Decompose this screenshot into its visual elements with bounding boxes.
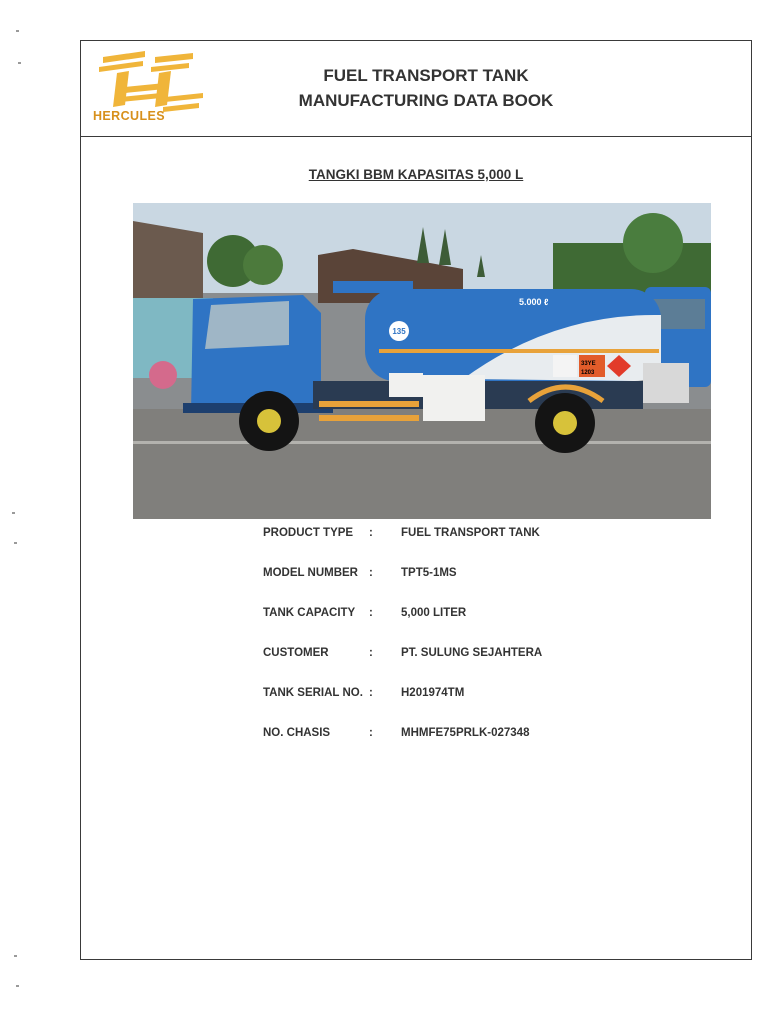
spec-separator: :: [369, 647, 373, 659]
spec-row-chassis: [263, 727, 683, 767]
scan-speck: [14, 955, 17, 957]
flower-bush: [149, 361, 177, 389]
scan-speck: [12, 512, 15, 514]
rear-equipment: [643, 363, 689, 403]
spec-label: TANK CAPACITY: [263, 607, 356, 619]
ground: [133, 409, 711, 519]
title-line-1: FUEL TRANSPORT TANK: [323, 66, 529, 85]
front-wheel-hub: [257, 409, 281, 433]
spec-row-tank-serial: [263, 687, 683, 727]
document-subtitle: TANGKI BBM KAPASITAS 5,000 L: [308, 167, 524, 182]
tree: [623, 213, 683, 273]
side-guard-stripe: [319, 415, 419, 421]
title-line-2: MANUFACTURING DATA BOOK: [298, 91, 554, 110]
side-guard-stripe: [319, 401, 419, 407]
document-header: [81, 41, 751, 137]
document-title: [241, 63, 611, 113]
fuel-truck-illustration: [133, 203, 711, 519]
spec-label: MODEL NUMBER: [263, 567, 358, 579]
tree: [243, 245, 283, 285]
spec-value: FUEL TRANSPORT TANK: [401, 527, 540, 539]
scan-speck: [16, 985, 19, 987]
document-frame: [80, 40, 752, 960]
road-line: [133, 441, 711, 444]
scan-speck: [14, 542, 17, 544]
spec-separator: :: [369, 527, 373, 539]
spec-label: NO. CHASIS: [263, 727, 331, 739]
toolbox: [423, 375, 485, 421]
tank-capacity-marking: 5.000 ℓ: [519, 297, 549, 307]
spec-row-tank-capacity: [263, 607, 683, 647]
un-number-marking: 1203: [581, 370, 595, 376]
logo-text: HERCULES: [93, 109, 165, 123]
spec-label: TANK SERIAL NO.: [263, 687, 363, 699]
spec-table: [263, 527, 683, 767]
spec-row-product-type: [263, 527, 683, 567]
spec-label: CUSTOMER: [263, 647, 329, 659]
spec-separator: :: [369, 727, 373, 739]
spec-value: TPT5-1MS: [401, 567, 457, 579]
rear-wheel-hub: [553, 411, 577, 435]
truck-photo: [133, 203, 711, 519]
spec-separator: :: [369, 687, 373, 699]
tank-railing: [333, 281, 413, 293]
spec-row-customer: [263, 647, 683, 687]
spec-label: PRODUCT TYPE: [263, 527, 354, 539]
scan-speck: [16, 30, 19, 32]
spec-row-model-number: [263, 567, 683, 607]
spec-separator: :: [369, 607, 373, 619]
side-box: [389, 373, 423, 397]
spec-value: H201974TM: [401, 687, 465, 699]
spec-value: 5,000 LITER: [401, 607, 467, 619]
truck-number-marking: 135: [392, 327, 406, 336]
spec-separator: :: [369, 567, 373, 579]
cab-window: [205, 301, 289, 349]
spec-value: MHMFE75PRLK-027348: [401, 727, 530, 739]
hazard-code-marking: 33YE: [581, 361, 596, 367]
hazard-diamond-panel: [553, 355, 577, 377]
scan-speck: [18, 62, 21, 64]
spec-value: PT. SULUNG SEJAHTERA: [401, 647, 543, 659]
tank-stripe: [379, 349, 659, 353]
